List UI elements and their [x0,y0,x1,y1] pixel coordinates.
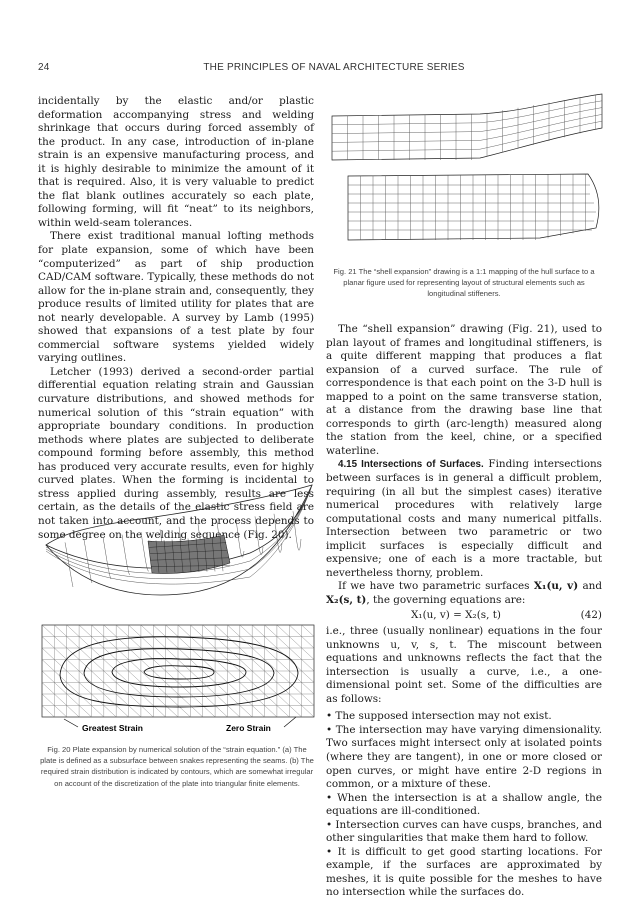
figure-21-caption: Fig. 21 The “shell expansion” drawing is a 1:1 mapping of the hull surface to a planar figure used for representing layout of structural elements such as longitudinal stiffeners. [333,267,595,299]
left-paragraph-2: There exist traditional manual lofting methods for plate expansion, some of which have been “computerized” as part of ship production CAD/CAM software. Typically, these methods do not allow for the in-plane strain and, consequently, they produce results of limited utility for plates that are not nearly developable. A survey by Lamb (1995) showed that expansions of a test plate by four commercial software systems yielded widely varying outlines. [38,230,314,365]
figure-20-caption: Fig. 20 Plate expansion by numerical solution of the “strain equation.” (a) The plate is defined as a subsurface between snakes representing the seams. (b) The required strain distribution is indicated by contours, which are somewhat irregular on account of the discretization of the plate into triangular finite elements. [40,745,314,788]
zero-strain-label: Zero Strain [226,723,271,733]
bullet-item: • The supposed intersection may not exist. [326,710,552,723]
right-paragraph-3 [326,580,602,607]
greatest-strain-pointer [64,719,78,727]
bullet-item: • The intersection may have varying dimensionality. Two surfaces might intersect only at isolated points (where they are tangent), in one or more closed or open curves, or might have entire 2-D regions in common, or a mixture of these. [326,723,602,791]
and-word: and [578,580,603,593]
bullet-item: • When the intersection is at a shallow angle, the equations are ill-conditioned. [326,791,602,818]
x1-term: X₁(u, v) [533,580,579,593]
bullet-item: • It is difficult to get good starting locations. For example, if the surfaces are approximated by meshes, it is quite possible for the meshes to have no intersection while the surfaces do. [326,845,602,899]
highlighted-plate [148,535,230,574]
right-paragraph-4: i.e., three (usually nonlinear) equations in the four unknowns u, v, s, t. The miscount between equations and unknowns reflects the fact that the intersection is usually a curve, i.e., a one-dimensional point set. Some of the difficulties are as follows: [326,625,602,705]
hull-grid-lines [332,95,602,160]
section-4-15 [326,458,602,580]
bullet-item: • Intersection curves can have cusps, branches, and other singularities that make them hard to follow. [326,818,602,845]
equation-number: (42) [580,609,602,622]
page-number: 24 [38,62,50,73]
expansion-grid-lines [348,174,596,240]
p3-text-b: , the governing equations are: [366,593,526,606]
x2-term: X₂(s, t) [326,593,367,606]
equation-body: X₁(u, v) = X₂(s, t) [411,609,501,622]
perspective-hull [46,485,312,595]
left-paragraph-1: incidentally by the elastic and/or plastic deformation accompanying stress and welding shrinkage that occurs during forced assembly of the product. In any case, introduction of in-plane strain is an expensive manufacturing process, and it is highly desirable to minimize the amount of it that is required. Also, it is very valuable to predict the flat blank outlines accurately so each plate, following forming, will fit “neat” to its neighbors, within weld-seam tolerances. [38,95,314,229]
equation-42 [326,609,602,623]
p3-text-a: If we have two parametric surfaces [338,580,534,593]
figure-20-plate-expansion [40,475,316,735]
zero-strain-pointer [284,717,296,727]
strain-contour-mesh [42,625,314,717]
right-column [326,323,602,900]
section-title: 4.15 Intersections of Surfaces. [338,459,484,471]
left-paragraph-3: Letcher (1993) derived a second-order partial differential equation relating strain and Gaussian curvature distributions, and showed methods for numerical solution of this “strain equation” with appropriate boundary conditions. In production methods where plates are subjected to deliberate compound forming before assembly, this method has produced very accurate results, even for highly curved plates. When the forming is incidental to stress applied during assembly, results are less certain, as the details of the elastic stress field are not taken into account, and the process depends to some degree on the welding sequence (Fig. 20). [38,365,314,541]
right-paragraph-1: The “shell expansion” drawing (Fig. 21), used to plan layout of frames and longitudinal stiffeners, is a quite different mapping that produces a flat expansion of a curved surface. The rule of correspondence is that each point on the 3-D hull is mapped to a point on the same transverse station, at a distance from the drawing base line that corresponds to girth (arc-length) measured along the station from the keel, chine, or a specified waterline. [326,323,602,457]
running-title: THE PRINCIPLES OF NAVAL ARCHITECTURE SERIES [203,62,465,73]
section-body: Finding intersections between surfaces is in general a difficult problem, requiring (in all but the simplest cases) iterative numerical procedures with relatively large computational costs and many numerical pitfalls. Intersection between two parametric or two implicit surfaces is especially difficult and expensive; one of each is a more tractable, but nevertheless thorny, problem. [326,458,602,579]
hull-profile [332,94,602,160]
figure-21-shell-expansion [320,88,608,260]
greatest-strain-label: Greatest Strain [82,723,143,733]
